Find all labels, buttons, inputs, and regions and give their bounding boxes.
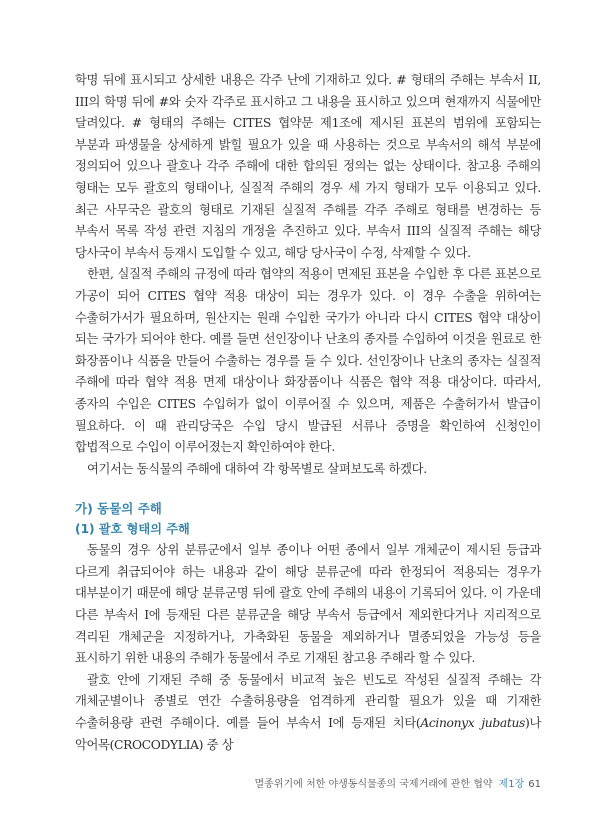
footer-chapter: 제1장 xyxy=(498,779,525,790)
section-heading-animal-annotations: 가) 동물의 주해 xyxy=(75,501,162,517)
page-footer xyxy=(255,775,542,790)
paragraph-animal-annotations: 동물의 경우 상위 분류군에서 일부 종이나 어떤 종에서 일부 개체군이 제시된 등급과 다르게 취급되어야 하는 내용과 같이 해당 분류군에 따라 한정되어 적용되는 경우가 대부분이기 때문에 해당 분류군명 뒤에 괄호 안에 주해의 내용이 기록되어 있다. 이 가운데 다른 부속서 I에 등재된 다른 분류군을 해당 부속서 등급에서 제외한다거나 지리적으로 격리된 개체군을 지정하거나, 가축화된 동물을 제외하거나 멸종되었을 가능성 등을 표시하기 위한 내용의 주해가 동물에서 주로 기재된 참고용 주해라 할 수 있다. xyxy=(75,543,541,666)
paragraph-exempt-specimens: 한편, 실질적 주해의 규정에 따라 협약의 적용이 면제된 표본을 수입한 후 다른 표본으로 가공이 되어 CITES 협약 적용 대상이 되는 경우가 있다. 이 경우 수출을 위하여는 수출허가서가 필요하며, 원산지는 원래 수입한 국가가 아니라 다시 CITES 협약 대상이 되는 국가가 되어야 한다. 예를 들면 선인장이나 난초의 종자를 수입하여 이것을 원료로 한 화장품이나 식품을 만들어 수출하는 경우를 들 수 있다. 선인장이나 난초의 종자는 실질적 주해에 따라 협약 적용 면제 대상이나 화장품이나 식품은 협약 적용 대상이다. 따라서, 종자의 수입은 CITES 수입허가 없이 이루어질 수 있으며, 제품은 수출허가서 발급이 필요하다. 이 때 관리당국은 수입 당시 발급된 서류나 증명을 확인하여 신청인이 합법적으로 수입이 이루어졌는지 확인하여야 한다. xyxy=(75,267,541,455)
footer-title: 멸종위기에 처한 야생동식물종의 국제거래에 관한 협약 xyxy=(254,779,493,790)
subsection-heading-parenthesis-annotations: (1) 괄호 형태의 주해 xyxy=(75,522,190,537)
paragraph-annotation-forms: 학명 뒤에 표시되고 상세한 내용은 각주 난에 기재하고 있다. # 형태의 주해는 부속서 II, III의 학명 뒤에 #와 숫자 각주로 표시하고 그 내용을 표시하고 있으며 현재까지 식물에만 달려있다. # 형태의 주해는 CITES 협약문 제1조에 제시된 표본의 범위에 포함되는 부분과 파생물을 상세하게 밝힐 필요가 있을 때 사용하는 것으로 부속서의 해석 부분에 정의되어 있으나 괄호나 각주 주해에 대한 합의된 정의는 없는 상태이다. 참고용 주해의 형태는 모두 괄호의 형태이나, 실질적 주해의 경우 세 가지 형태가 모두 이용되고 있다. 최근 사무국은 괄호의 형태로 기재된 실질적 주해를 각주 주해로 형태를 변경하는 등 부속서 목록 작성 관련 지침의 개정을 추진하고 있다. 부속서 III의 실질적 주해는 해당 당사국이 부속서 등재시 도입할 수 있고, 해당 당사국이 수정, 삭제할 수 있다. xyxy=(75,73,541,260)
paragraph-quota-text-b: )나 악어목(CROCODYLIA) 중 상 xyxy=(75,716,541,752)
paragraph-quota-annotations xyxy=(75,670,541,756)
body-text xyxy=(75,70,541,756)
species-name-italic: Acinonyx jubatus xyxy=(420,716,526,731)
paragraph-quota-text-a: 괄호 안에 기재된 주해 중 동물에서 비교적 높은 빈도로 작성된 실질적 주해는 각 개체군별이나 종별로 연간 수출허용량을 엄격하게 관리할 필요가 있을 때 기재한 수출허용량 관련 주해이다. 예를 들어 부속서 I에 등재된 치타( xyxy=(75,672,541,731)
page-number: 61 xyxy=(528,779,541,790)
paragraph-intro-sections: 여기서는 동식물의 주해에 대하여 각 항목별로 살펴보도록 하겠다. xyxy=(87,461,427,476)
